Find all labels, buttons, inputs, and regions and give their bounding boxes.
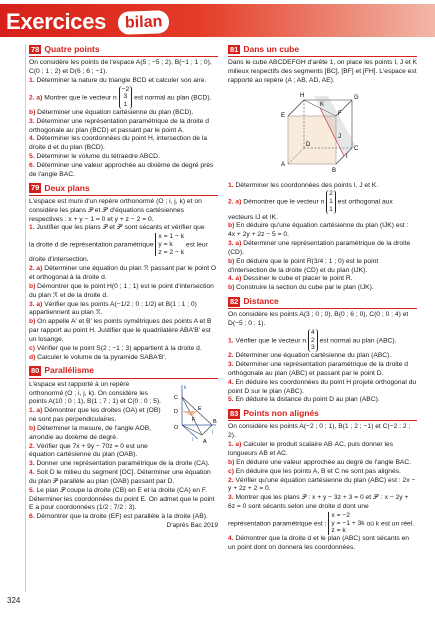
question-text: la droite d de représentation paramétrique [29, 241, 154, 249]
question-text: Démontrer que le vecteur n [243, 198, 325, 206]
question-text: Déterminer une représentation paramétrique de la droite (CD). [228, 240, 411, 256]
vector-component: 2 [329, 190, 333, 198]
exercise-intro: On considère les points de l'espace A(5 ; −5 ; 2), B(−1 ; 1 ; 0), C(0 ; 1 ; 2) et D(6 ; 6 ; −1). [29, 59, 212, 76]
exercise-title: Points non alignés [243, 408, 319, 419]
exercise-intro: L'espace est rapporté à un repère orthonormé (O ; i, j, k). On considère les points A(10 ; 0 ; 1), B(1 ; 7 ; 1) et C(0 ; 0 ; 5). [29, 380, 161, 406]
title-rule [228, 420, 417, 421]
title-rule [29, 56, 218, 57]
question-text: Le plan 𝒫 coupe la droite (CB) en E et la droite (CA) en F. Déterminer les coordonnées du point E. On admet que le point E a pour coordonnées (1/2 ; 7/2 ; 3). [29, 486, 215, 512]
label-d: D [174, 408, 178, 415]
title-rule [29, 195, 218, 196]
system-line: x = 1 − k [158, 233, 185, 241]
question-text: Déterminer une valeur approchée au dixième de degré près de l'angle BAC. [29, 161, 214, 178]
plane-def [182, 411, 197, 416]
vector-component: 1 [329, 198, 333, 206]
question-text: Justifier que les plans 𝒫 et 𝒫′ sont sécants et vérifier que [36, 224, 205, 232]
label-i: i [192, 436, 194, 443]
question-number: 3. a) [29, 300, 43, 308]
question-number: 1. [228, 337, 234, 345]
question-text: Vérifier que 7x + 9y − 70z = 0 est une équation cartésienne du plan (OAB). [29, 442, 148, 459]
question-number: b) [228, 222, 235, 230]
question-text: Déterminer une équation cartésienne du plan (ABC). [235, 352, 392, 360]
page-number: 324 [7, 596, 21, 605]
label-a: A [281, 161, 286, 168]
margin-rule [25, 44, 26, 592]
normal-vector [326, 190, 336, 213]
title-rule [228, 308, 417, 309]
exercise-number: 83 [230, 408, 239, 418]
question-number: 4. [228, 378, 234, 386]
question-number: c) [228, 467, 234, 475]
exercise-81 [228, 44, 417, 293]
vector-component: 4 [310, 329, 315, 337]
question-text: Démontrer que la droite d et le plan (ABC) sont sécants en un point dont on donnera les coordonnées. [228, 534, 410, 551]
question-text: Déterminer une équation du plan ℛ passant par le point O et orthogonal à la droite d. [29, 265, 217, 281]
question-text: En déduire les coordonnées du point H projeté orthogonal du point D sur le plan (ABC). [228, 378, 417, 395]
question-number: b) [29, 424, 36, 432]
exercise-title: Deux plans [44, 182, 90, 193]
question-text: où k est un réel. [366, 520, 415, 528]
question-number: 2. [228, 352, 234, 360]
system-line: y = −1 + 3k [331, 519, 365, 527]
question-text: Vérifier que le point S(2 ; −1 ; 3) appartient à la droite d. [36, 344, 202, 352]
question-text: Déterminer la mesure, de l'angle AOB, arrondie au dixième de degré. [29, 424, 152, 441]
label-f: F [338, 110, 342, 117]
question-number: 2. a) [29, 265, 43, 273]
exercise-82 [228, 296, 417, 405]
question-text: Calculer le volume de la pyramide SABA′B′. [37, 353, 167, 361]
question-text: est normal au plan (ABC). [319, 337, 397, 345]
question-number: 6. [29, 161, 35, 169]
question-text: Donner une représentation paramétrique de la droite (CA). [36, 460, 210, 468]
label-k: k [184, 384, 187, 391]
question-number: b) [228, 284, 235, 292]
edge-ab [202, 425, 212, 435]
page-title: Exercices [6, 9, 107, 34]
label-a: A [203, 438, 207, 445]
exercise-79 [29, 183, 218, 363]
cube-figure [228, 86, 417, 178]
exercise-number: 82 [230, 296, 239, 306]
question-number: 1. [29, 224, 35, 232]
label-i: I [346, 153, 348, 160]
question-text: Vérifier qu'une équation cartésienne du plan (ABC) est : 2x − y + 2z + 2 = 0. [228, 476, 416, 493]
question-number: b) [228, 257, 235, 265]
label-o: O [174, 424, 179, 431]
question-number: 3. [228, 494, 234, 502]
system-line: z = k [331, 527, 346, 535]
exercise-83 [228, 408, 417, 552]
question-number: b) [29, 108, 36, 116]
exercise-title: Dans un cube [243, 44, 300, 54]
question-number: d) [29, 353, 36, 361]
question-text: Soit D le milieu du segment [OC]. Déterminer une équation du plan 𝒫 parallèle au plan (OAB) passant par D. [29, 469, 211, 485]
exercise-number: 80 [31, 366, 40, 376]
question-text: Démontrer que la droite (EF) est parallèle à la droite (AB). [36, 513, 208, 521]
vector-component: −2 [121, 85, 130, 93]
exercise-number: 79 [31, 183, 40, 193]
question-number: b) [29, 318, 36, 326]
exercise-title: Distance [243, 296, 279, 307]
label-c: C [174, 394, 178, 401]
exercise-title: Quatre points [44, 44, 100, 54]
label-b: B [213, 418, 217, 425]
label-j: j [212, 428, 214, 435]
question-text: représentation paramétrique est : [228, 520, 327, 528]
question-text: Déterminer une représentation paramétrique de la droite d orthogonale au plan (ABC) et passant par le point D. [228, 361, 408, 377]
question-text: Déterminer une équation cartésienne du plan (BCD). [37, 108, 194, 116]
exercise-number: 78 [31, 44, 40, 54]
question-text: En déduire la distance du point D au plan (ABC). [235, 396, 380, 404]
label-h: H [300, 92, 305, 99]
label-k: K [320, 101, 325, 108]
question-text: En déduire qu'une équation cartésienne du plan (IJK) est : 4x + 2y + 2z − 5 = 0. [228, 222, 409, 239]
question-number: c) [29, 344, 35, 352]
question-number: 2. [228, 476, 234, 484]
exercise-80 [29, 365, 218, 530]
question-number: 5. [29, 153, 35, 161]
label-c: C [354, 145, 359, 152]
question-number: 5. [29, 486, 35, 494]
question-number: 1. [29, 76, 35, 84]
vector-component: 3 [310, 344, 315, 352]
question-text: est orthogonal aux vecteurs IJ et IK. [228, 198, 393, 221]
question-number: 2. [29, 442, 35, 450]
question-text: Calculer le produit scalaire AB·AC, puis donner les longueurs AB et AC. [228, 441, 394, 457]
question-text: En déduire une valeur approchée au degré de l'angle BAC. [236, 458, 412, 466]
question-number: 6. [29, 513, 35, 521]
title-rule [29, 378, 218, 379]
question-number: 1. [228, 181, 234, 189]
question-number: 4. a) [228, 275, 242, 283]
tetrahedron-figure [168, 381, 218, 445]
question-text: est normal au plan (BCD). [134, 94, 212, 102]
question-text: En déduire que les points A, B et C ne sont pas alignés. [235, 467, 401, 475]
exercise-title: Parallélisme [44, 365, 94, 376]
label-g: G [354, 94, 359, 101]
question-number: 1. a) [29, 407, 43, 415]
question-number: 3. a) [228, 240, 242, 248]
label-b: B [332, 167, 337, 174]
vector-component: 1 [329, 205, 333, 213]
question-text: Déterminer les coordonnées du point H, intersection de la droite d et du plan (BCD). [29, 135, 208, 152]
right-column [228, 44, 417, 556]
question-number: b) [228, 458, 235, 466]
system-line: y = k [158, 240, 173, 248]
exercise-number: 81 [230, 44, 239, 54]
question-number: 2. a) [228, 198, 242, 206]
question-number: 4. [29, 469, 35, 477]
page-header [0, 0, 435, 44]
question-text: Construire la section du cube par le plan (IJK). [236, 284, 374, 292]
question-number: 3. [228, 361, 234, 368]
question-number: 3. [29, 460, 35, 468]
question-number: 2. a) [29, 94, 43, 102]
exercise-78 [29, 44, 218, 180]
question-text: Déterminer une représentation paramétrique de la droite d orthogonale au plan (BCD) et passant par le point A. [29, 117, 209, 134]
question-text: Démontrer que les droites (OA) et (OB) ne sont pas perpendiculaires. [29, 407, 161, 424]
question-number: 5. [228, 396, 234, 404]
exercise-intro: On considère les points A(−2 ; 0 ; 1), B(1 ; 2 ; −1) et C(−2 ; 2 ; 2). [228, 423, 411, 440]
question-text: Vérifier que les points A(−1/2 ; 0 ; 1/2) et B(1 ; 1 ; 0) appartiennent au plan ℛ. [29, 300, 197, 317]
edge-eh [288, 100, 304, 116]
vector-component: 2 [310, 336, 315, 344]
label-e: E [281, 112, 286, 119]
question-number: 4. [228, 534, 234, 542]
title-rule [228, 56, 417, 57]
question-text: Montrer que le vecteur n [44, 94, 117, 102]
system-line: x = −2 [331, 511, 350, 519]
bilan-badge: bilan [118, 10, 170, 35]
question-number: 1. a) [228, 441, 242, 449]
system-line: z = 2 − k [158, 248, 185, 256]
normal-vector [119, 86, 133, 109]
label-f: F [192, 416, 196, 423]
question-text: En déduire que le point R(3/4 ; 1 ; 0) est le point d'intersection de la droite (CD) et du plan (IJK). [228, 257, 379, 274]
parametric-system [328, 512, 364, 535]
exercise-intro: Dans le cube ABCDEFGH d'arête 1, on place les points I, J et K milieux respectifs des segments [BC], [BF] et [FH]. L'espace est rapporté au repère (A ; AB, AD, AE). [228, 59, 417, 84]
question-number: b) [29, 282, 36, 290]
normal-vector [308, 329, 318, 352]
question-text: est leur droite d'intersection. [29, 241, 208, 264]
exercise-intro: L'espace est muni d'un repère orthonormé (O ; i, j, k) et on considère les plans 𝒫 et 𝒫′ d'équations cartésiennes respectives : x + y − 1 = 0 et y + z − 2 = 0. [29, 197, 202, 223]
left-column [29, 44, 218, 534]
vector-component: 3 [123, 93, 128, 101]
question-number: 4. [29, 135, 35, 143]
question-text: Déterminer la nature du triangle BCD et calculer son aire. [36, 76, 207, 84]
question-text: Montrer que les plans 𝒫 : x + y − 3z + 3 = 0 et 𝒫′ : x − 2y + 6z = 0 sont sécants selon une droite d dont une [228, 494, 409, 511]
parametric-system [155, 233, 184, 256]
question-text: On appelle A′ et B′ les points symétriques des points A et B par rapport au point H. Justifier que le quadrilatère ABA′B′ est un losange. [29, 318, 212, 343]
label-d: D [306, 141, 311, 148]
exercise-intro: On considère les points A(3 ; 0 ; 0), B(0 ; 6 ; 0), C(0 ; 0 ; 4) et D(−5 ; 0 ; 1). [228, 311, 409, 328]
question-text: Dessiner le cube et placer le point R. [243, 275, 353, 283]
label-j: J [338, 133, 341, 140]
question-text: Déterminer les coordonnées des points I, J et K. [235, 181, 379, 189]
label-e: E [198, 405, 202, 412]
question-text: Vérifier que le vecteur n [235, 337, 307, 345]
source-note: D'après Bac 2019 [166, 522, 218, 530]
vector-component: 1 [123, 101, 128, 109]
question-number: 3. [29, 117, 35, 125]
question-text: Déterminer le volume du tétraèdre ABCD. [36, 153, 160, 161]
question-text: Démontrer que le point H(0 ; 1 ; 1) est le point d'intersection du plan ℛ et de la droite d. [29, 282, 214, 299]
